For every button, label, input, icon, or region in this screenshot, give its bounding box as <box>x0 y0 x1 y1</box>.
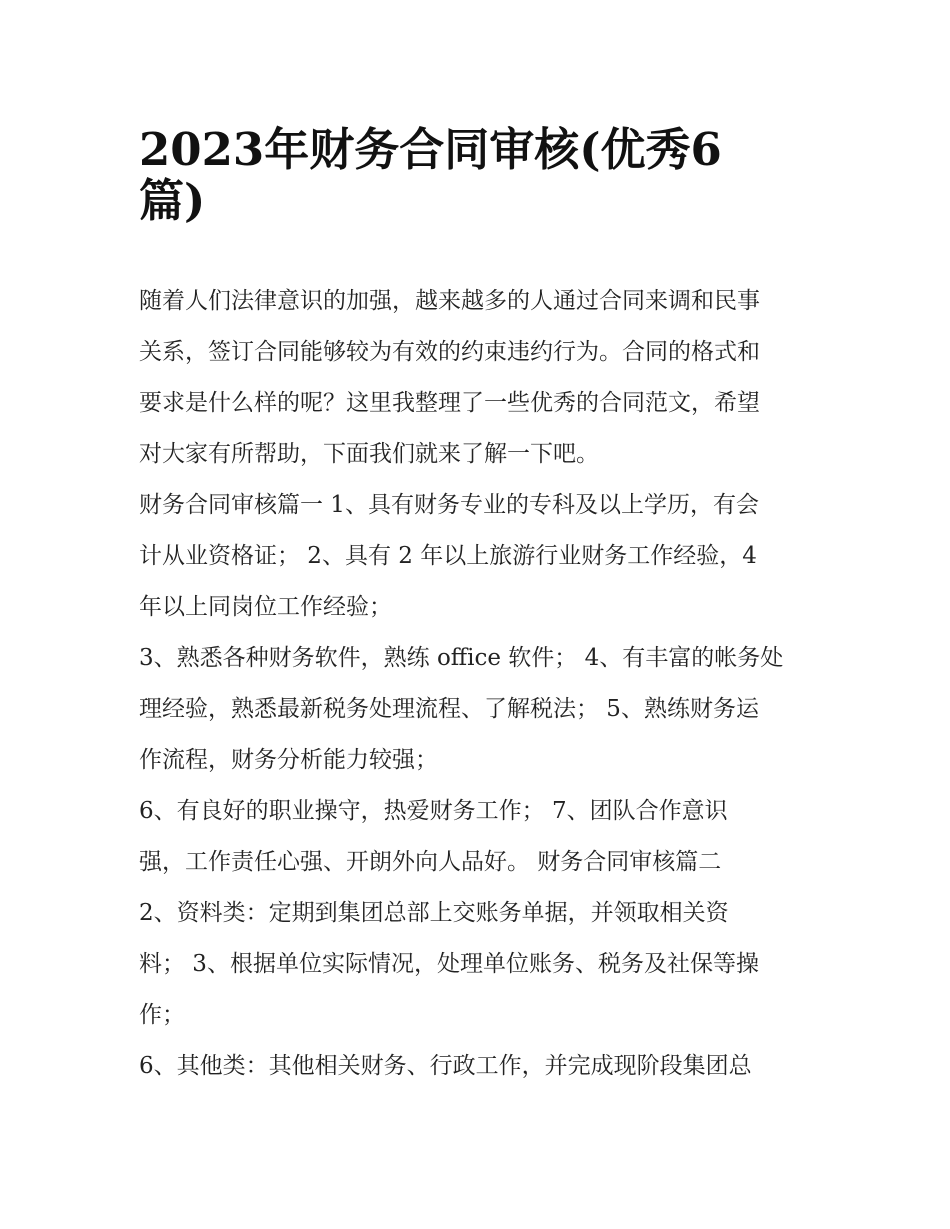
text-line: 财务合同审核篇一 1、具有财务专业的专科及以上学历，有会 <box>139 492 759 518</box>
text-line: 随着人们法律意识的加强，越来越多的人通过合同来调和民事 <box>139 288 760 314</box>
text-line: 2、资料类：定期到集团总部上交账务单据，并领取相关资 <box>139 900 729 926</box>
text-line: 年以上同岗位工作经验； <box>139 594 392 620</box>
paragraph-intro <box>139 276 819 480</box>
paragraph-requirements-3-5 <box>139 633 819 786</box>
text-line: 3、熟悉各种财务软件，熟练 office 软件； 4、有丰富的帐务处 <box>139 645 784 671</box>
text-line: 理经验，熟悉最新税务处理流程、了解税法； 5、熟练财务运 <box>139 696 759 722</box>
text-line: 要求是什么样的呢？这里我整理了一些优秀的合同范文，希望 <box>139 390 760 416</box>
text-line: 关系，签订合同能够较为有效的约束违约行为。合同的格式和 <box>139 339 760 365</box>
document-title <box>139 112 819 227</box>
title-line-1: 2023年财务合同审核(优秀6 <box>139 123 722 176</box>
text-line: 强，工作责任心强、开朗外向人品好。 财务合同审核篇二 <box>139 849 722 875</box>
text-line: 料； 3、根据单位实际情况，处理单位账务、税务及社保等操 <box>139 951 759 977</box>
paragraph-requirements-6-7 <box>139 786 819 888</box>
paragraph-other <box>139 1041 819 1092</box>
text-line: 6、其他类：其他相关财务、行政工作，并完成现阶段集团总 <box>139 1053 752 1079</box>
text-line: 计从业资格证； 2、具有 2 年以上旅游行业财务工作经验，4 <box>139 543 757 569</box>
text-line: 6、有良好的职业操守，热爱财务工作； 7、团队合作意识 <box>139 798 728 824</box>
title-line-2: 篇) <box>139 174 206 227</box>
text-line: 对大家有所帮助，下面我们就来了解一下吧。 <box>139 441 599 467</box>
paragraph-section-2 <box>139 888 819 1041</box>
paragraph-section-1 <box>139 480 819 633</box>
document-body <box>139 276 819 1092</box>
text-line: 作； <box>139 1002 185 1028</box>
text-line: 作流程，财务分析能力较强； <box>139 747 438 773</box>
